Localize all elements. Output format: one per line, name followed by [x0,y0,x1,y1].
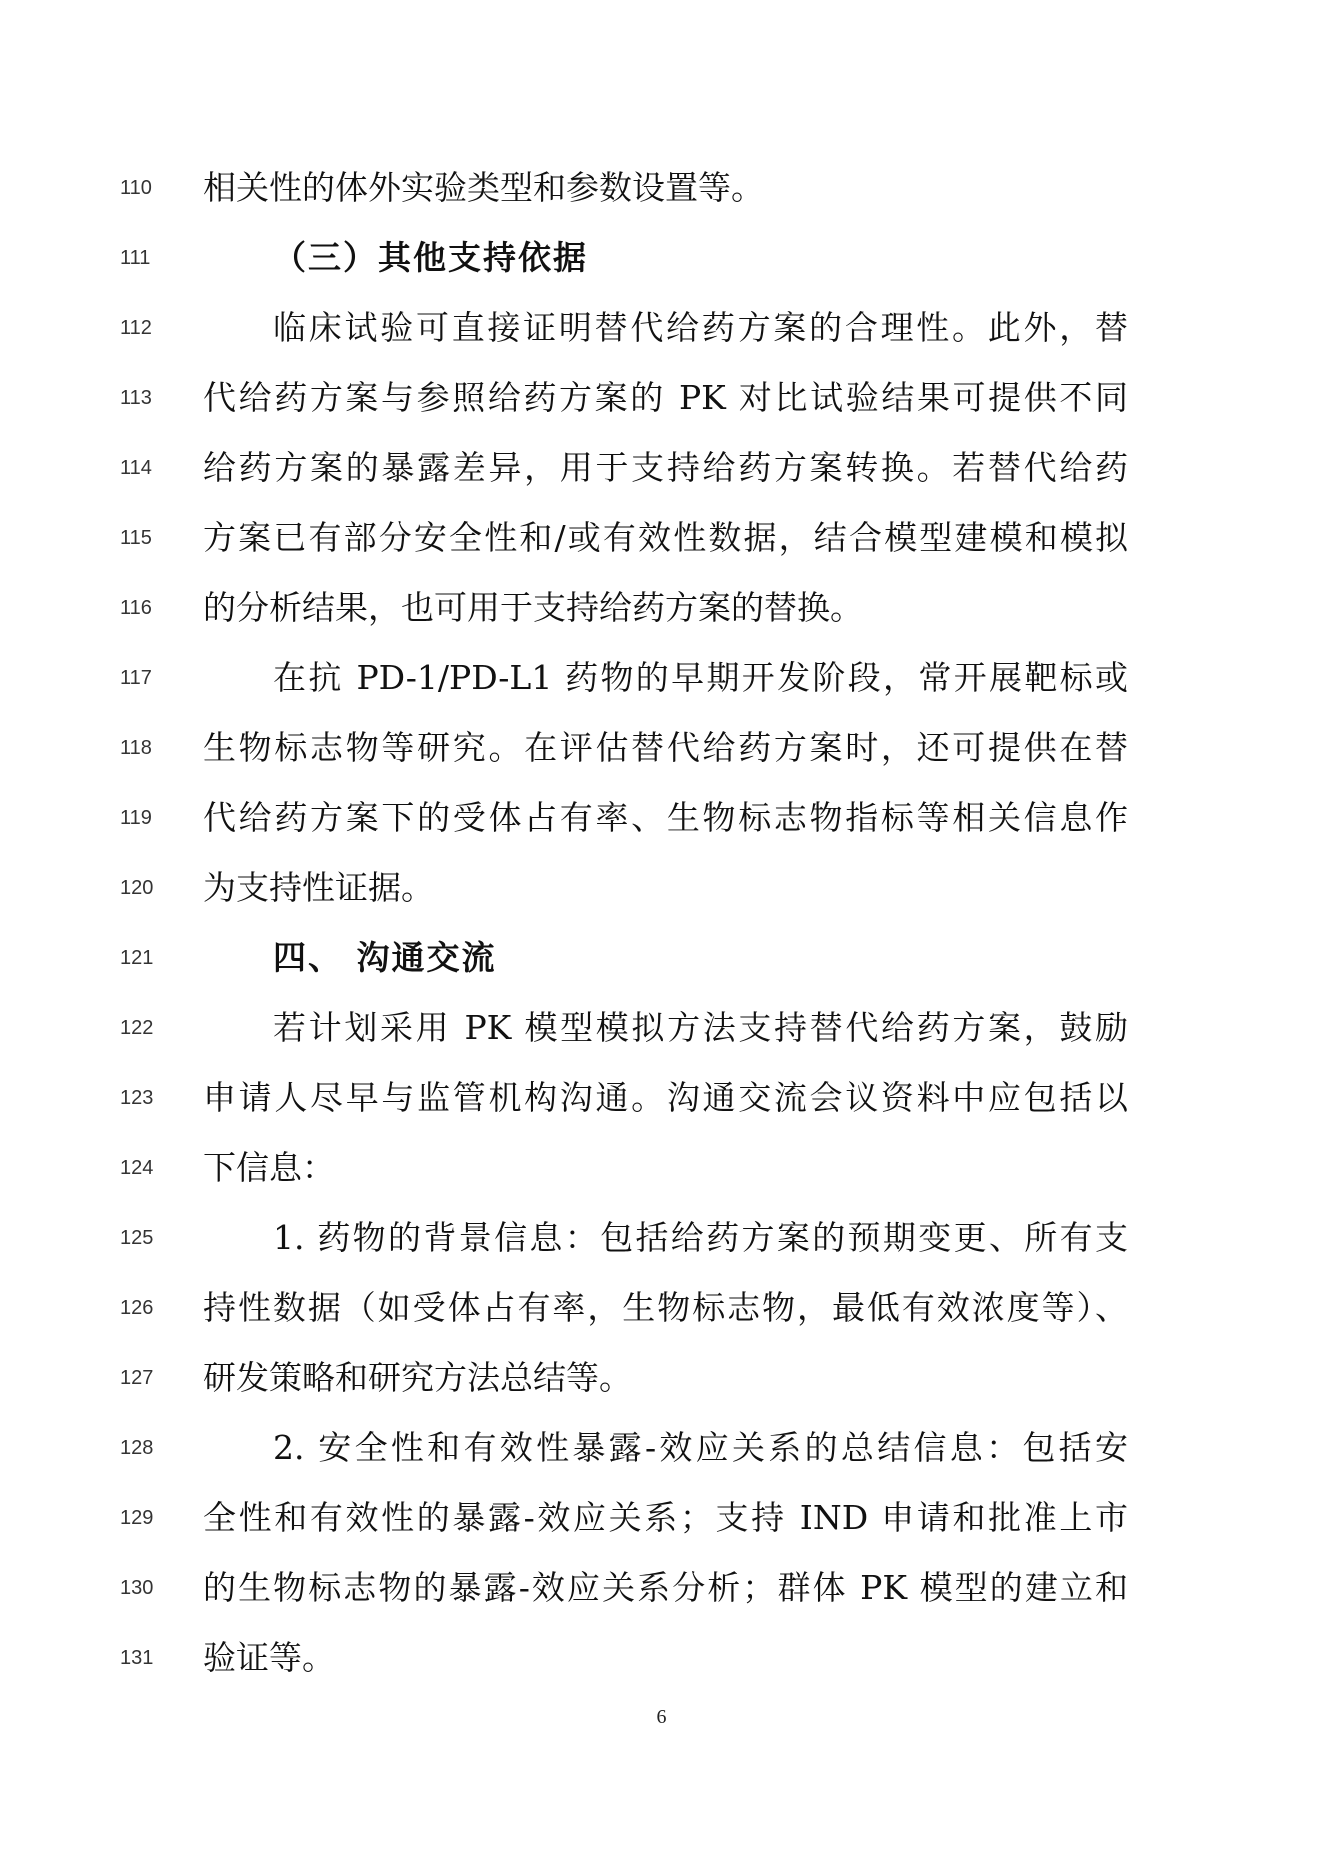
line-text: 相关性的体外实验类型和参数设置等。 [203,168,764,207]
line-number: 120 [120,877,154,899]
section-heading: 四、 沟通交流 [273,938,497,977]
line-text: 的生物标志物的暴露-效应关系分析；群体 PK 模型的建立和 [203,1568,1128,1607]
line-number: 122 [120,1017,154,1039]
line-text: 临床试验可直接证明替代给药方案的合理性。此外，替 [273,308,1128,347]
text-line-128 [0,1418,1323,1478]
text-line-131 [0,1628,1323,1688]
line-number: 131 [120,1647,154,1669]
text-line-114 [0,438,1323,498]
text-line-119 [0,788,1323,848]
text-line-121 [0,928,1323,988]
text-line-118 [0,718,1323,778]
line-number: 121 [120,947,154,969]
text-line-115 [0,508,1323,568]
line-number: 117 [120,667,152,689]
line-text: 研发策略和研究方法总结等。 [203,1358,632,1397]
text-line-112 [0,298,1323,358]
text-line-123 [0,1068,1323,1128]
text-line-117 [0,648,1323,708]
line-text: 持性数据（如受体占有率，生物标志物，最低有效浓度等）、 [203,1288,1128,1327]
line-number: 128 [120,1437,154,1459]
line-number: 129 [120,1507,154,1529]
line-number: 115 [120,527,152,549]
subsection-heading: （三）其他支持依据 [273,238,588,277]
line-text: 方案已有部分安全性和/或有效性数据，结合模型建模和模拟 [203,518,1128,557]
line-number: 118 [120,737,152,759]
line-number: 126 [120,1297,154,1319]
line-number: 125 [120,1227,154,1249]
line-text: 生物标志物等研究。在评估替代给药方案时，还可提供在替 [203,728,1128,767]
text-line-130 [0,1558,1323,1618]
line-text: 1. 药物的背景信息：包括给药方案的预期变更、所有支 [273,1218,1128,1257]
line-text: 代给药方案下的受体占有率、生物标志物指标等相关信息作 [203,798,1128,837]
line-number: 114 [120,457,152,479]
line-number: 113 [120,387,152,409]
line-text: 的分析结果，也可用于支持给药方案的替换。 [203,588,863,627]
line-number: 110 [120,177,152,199]
text-line-113 [0,368,1323,428]
text-line-122 [0,998,1323,1058]
line-text: 代给药方案与参照给药方案的 PK 对比试验结果可提供不同 [203,378,1128,417]
line-number: 123 [120,1087,154,1109]
line-number: 119 [120,807,152,829]
text-line-110 [0,158,1323,218]
text-line-124 [0,1138,1323,1198]
line-number: 130 [120,1577,154,1599]
text-line-125 [0,1208,1323,1268]
line-text: 下信息： [203,1148,335,1187]
text-line-127 [0,1348,1323,1408]
page-number: 6 [656,1706,667,1728]
line-number: 111 [120,247,151,269]
line-number: 116 [120,597,152,619]
line-text: 全性和有效性的暴露-效应关系；支持 IND 申请和批准上市 [203,1498,1128,1537]
text-line-120 [0,858,1323,918]
line-text: 给药方案的暴露差异，用于支持给药方案转换。若替代给药 [203,448,1128,487]
text-line-126 [0,1278,1323,1338]
line-text: 在抗 PD-1/PD-L1 药物的早期开发阶段，常开展靶标或 [273,658,1128,697]
line-number: 124 [120,1157,154,1179]
line-text: 为支持性证据。 [203,868,434,907]
line-number: 112 [120,317,152,339]
line-number: 127 [120,1367,154,1389]
text-line-129 [0,1488,1323,1548]
text-line-116 [0,578,1323,638]
line-text: 若计划采用 PK 模型模拟方法支持替代给药方案，鼓励 [273,1008,1128,1047]
line-text: 2. 安全性和有效性暴露-效应关系的总结信息：包括安 [273,1428,1128,1467]
text-line-111 [0,228,1323,288]
line-text: 申请人尽早与监管机构沟通。沟通交流会议资料中应包括以 [203,1078,1128,1117]
line-text: 验证等。 [203,1638,335,1677]
